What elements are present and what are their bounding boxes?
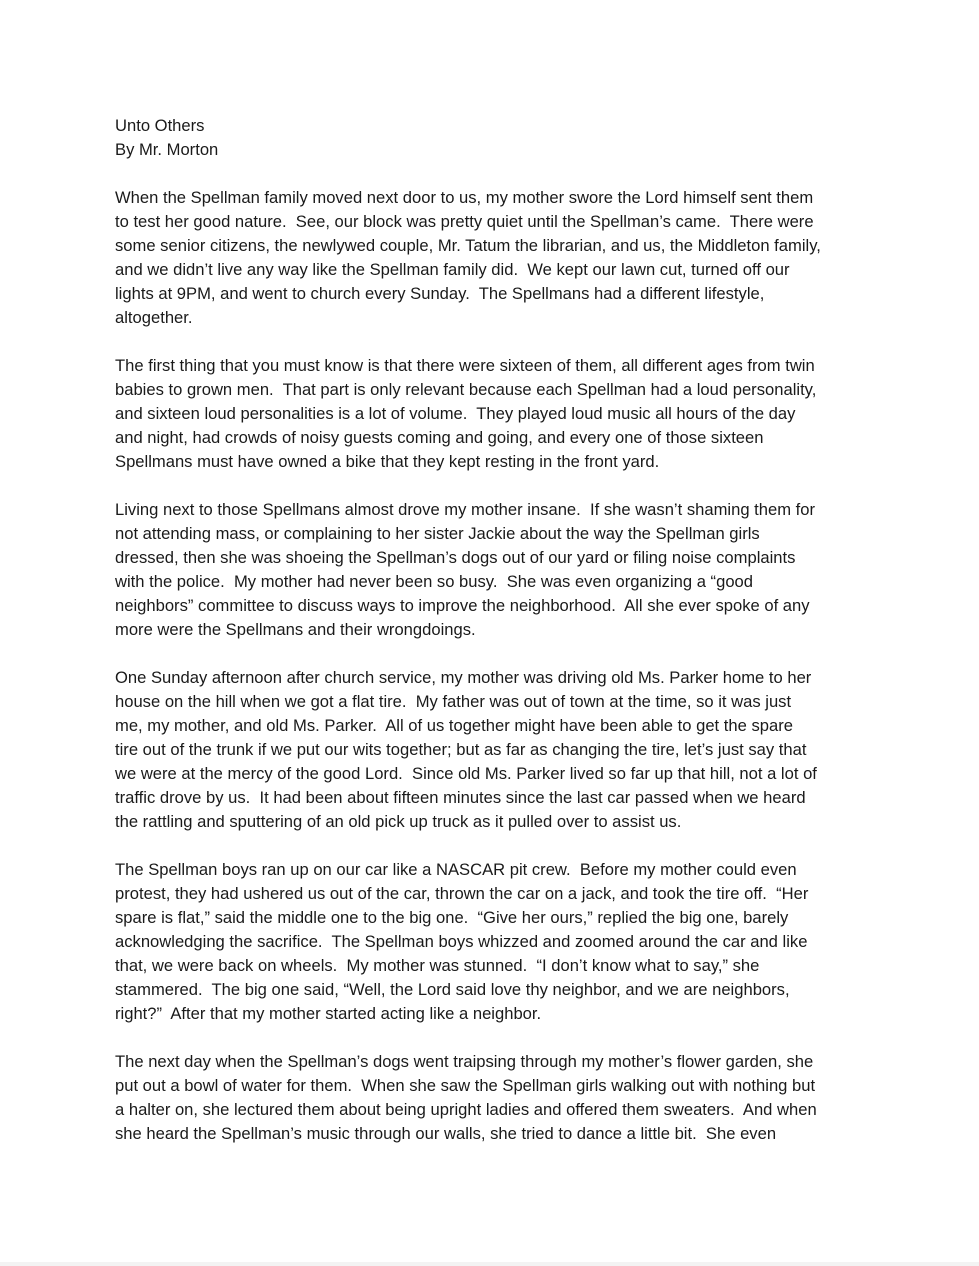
paragraph-line: we were at the mercy of the good Lord. Since old Ms. Parker lived so far up that hill, not a lot of [115, 764, 817, 783]
paragraph-line: with the police. My mother had never been so busy. She was even organizing a “good [115, 572, 754, 591]
paragraph-line: and we didn’t live any way like the Spellman family did. We kept our lawn cut, turned off our [115, 260, 790, 279]
paragraph-line: traffic drove by us. It had been about fifteen minutes since the last car passed when we heard [115, 788, 806, 807]
paragraph-line: some senior citizens, the newlywed couple, Mr. Tatum the librarian, and us, the Middleton family, [115, 236, 821, 255]
document-body [115, 114, 875, 1146]
paragraph-list [115, 162, 875, 1146]
paragraph-line: house on the hill when we got a flat tire. My father was out of town at the time, so it was just [115, 692, 792, 711]
paragraph [115, 186, 875, 330]
paragraph-line: acknowledging the sacrifice. The Spellman boys whizzed and zoomed around the car and like [115, 932, 808, 951]
paragraph-line: a halter on, she lectured them about being upright ladies and offered them sweaters. And when [115, 1100, 817, 1119]
paragraph-spacer [115, 474, 875, 498]
paragraph-line: Spellmans must have owned a bike that they kept resting in the front yard. [115, 452, 660, 471]
paragraph-spacer [115, 834, 875, 858]
document-byline: By Mr. Morton [115, 140, 219, 159]
document-title: Unto Others [115, 116, 205, 135]
paragraph-line: altogether. [115, 308, 193, 327]
paragraph-line: and sixteen loud personalities is a lot of volume. They played loud music all hours of the day [115, 404, 796, 423]
paragraph-line: The next day when the Spellman’s dogs went traipsing through my mother’s flower garden, she [115, 1052, 814, 1071]
paragraph-line: babies to grown men. That part is only relevant because each Spellman had a loud personality, [115, 380, 817, 399]
paragraph-line: put out a bowl of water for them. When she saw the Spellman girls walking out with nothing but [115, 1076, 816, 1095]
paragraph-line: to test her good nature. See, our block was pretty quiet until the Spellman’s came. There were [115, 212, 814, 231]
paragraph-line: When the Spellman family moved next door to us, my mother swore the Lord himself sent them [115, 188, 814, 207]
paragraph-line: not attending mass, or complaining to her sister Jackie about the way the Spellman girls [115, 524, 760, 543]
paragraph [115, 354, 875, 474]
paragraph-line: me, my mother, and old Ms. Parker. All of us together might have been able to get the spare [115, 716, 793, 735]
paragraph-spacer [115, 162, 875, 186]
paragraph-line: tire out of the trunk if we put our wits together; but as far as changing the tire, let’s just say that [115, 740, 807, 759]
paragraph-line: The Spellman boys ran up on our car like a NASCAR pit crew. Before my mother could even [115, 860, 797, 879]
paragraph-line: and night, had crowds of noisy guests coming and going, and every one of those sixteen [115, 428, 764, 447]
paragraph-line: Living next to those Spellmans almost drove my mother insane. If she wasn’t shaming them for [115, 500, 816, 519]
paragraph-line: The first thing that you must know is that there were sixteen of them, all different ages from twin [115, 356, 815, 375]
paragraph-line: that, we were back on wheels. My mother was stunned. “I don’t know what to say,” she [115, 956, 760, 975]
page-bottom-edge [0, 1262, 979, 1266]
paragraph [115, 666, 875, 834]
paragraph-line: protest, they had ushered us out of the car, thrown the car on a jack, and took the tire off. “Her [115, 884, 809, 903]
paragraph-line: stammered. The big one said, “Well, the Lord said love thy neighbor, and we are neighbors, [115, 980, 790, 999]
paragraph-line: lights at 9PM, and went to church every Sunday. The Spellmans had a different lifestyle, [115, 284, 765, 303]
paragraph-line: more were the Spellmans and their wrongdoings. [115, 620, 476, 639]
paragraph-line: neighbors” committee to discuss ways to improve the neighborhood. All she ever spoke of any [115, 596, 810, 615]
paragraph-line: she heard the Spellman’s music through our walls, she tried to dance a little bit. She even [115, 1124, 777, 1143]
paragraph-line: right?” After that my mother started acting like a neighbor. [115, 1004, 542, 1023]
paragraph-spacer [115, 330, 875, 354]
paragraph-line: the rattling and sputtering of an old pick up truck as it pulled over to assist us. [115, 812, 682, 831]
paragraph-line: spare is flat,” said the middle one to the big one. “Give her ours,” replied the big one, barely [115, 908, 789, 927]
paragraph-spacer [115, 642, 875, 666]
paragraph-spacer [115, 1026, 875, 1050]
paragraph [115, 858, 875, 1026]
paragraph [115, 498, 875, 642]
paragraph-line: One Sunday afternoon after church service, my mother was driving old Ms. Parker home to her [115, 668, 812, 687]
paragraph-line: dressed, then she was shoeing the Spellman’s dogs out of our yard or filing noise complaints [115, 548, 796, 567]
paragraph [115, 1050, 875, 1146]
